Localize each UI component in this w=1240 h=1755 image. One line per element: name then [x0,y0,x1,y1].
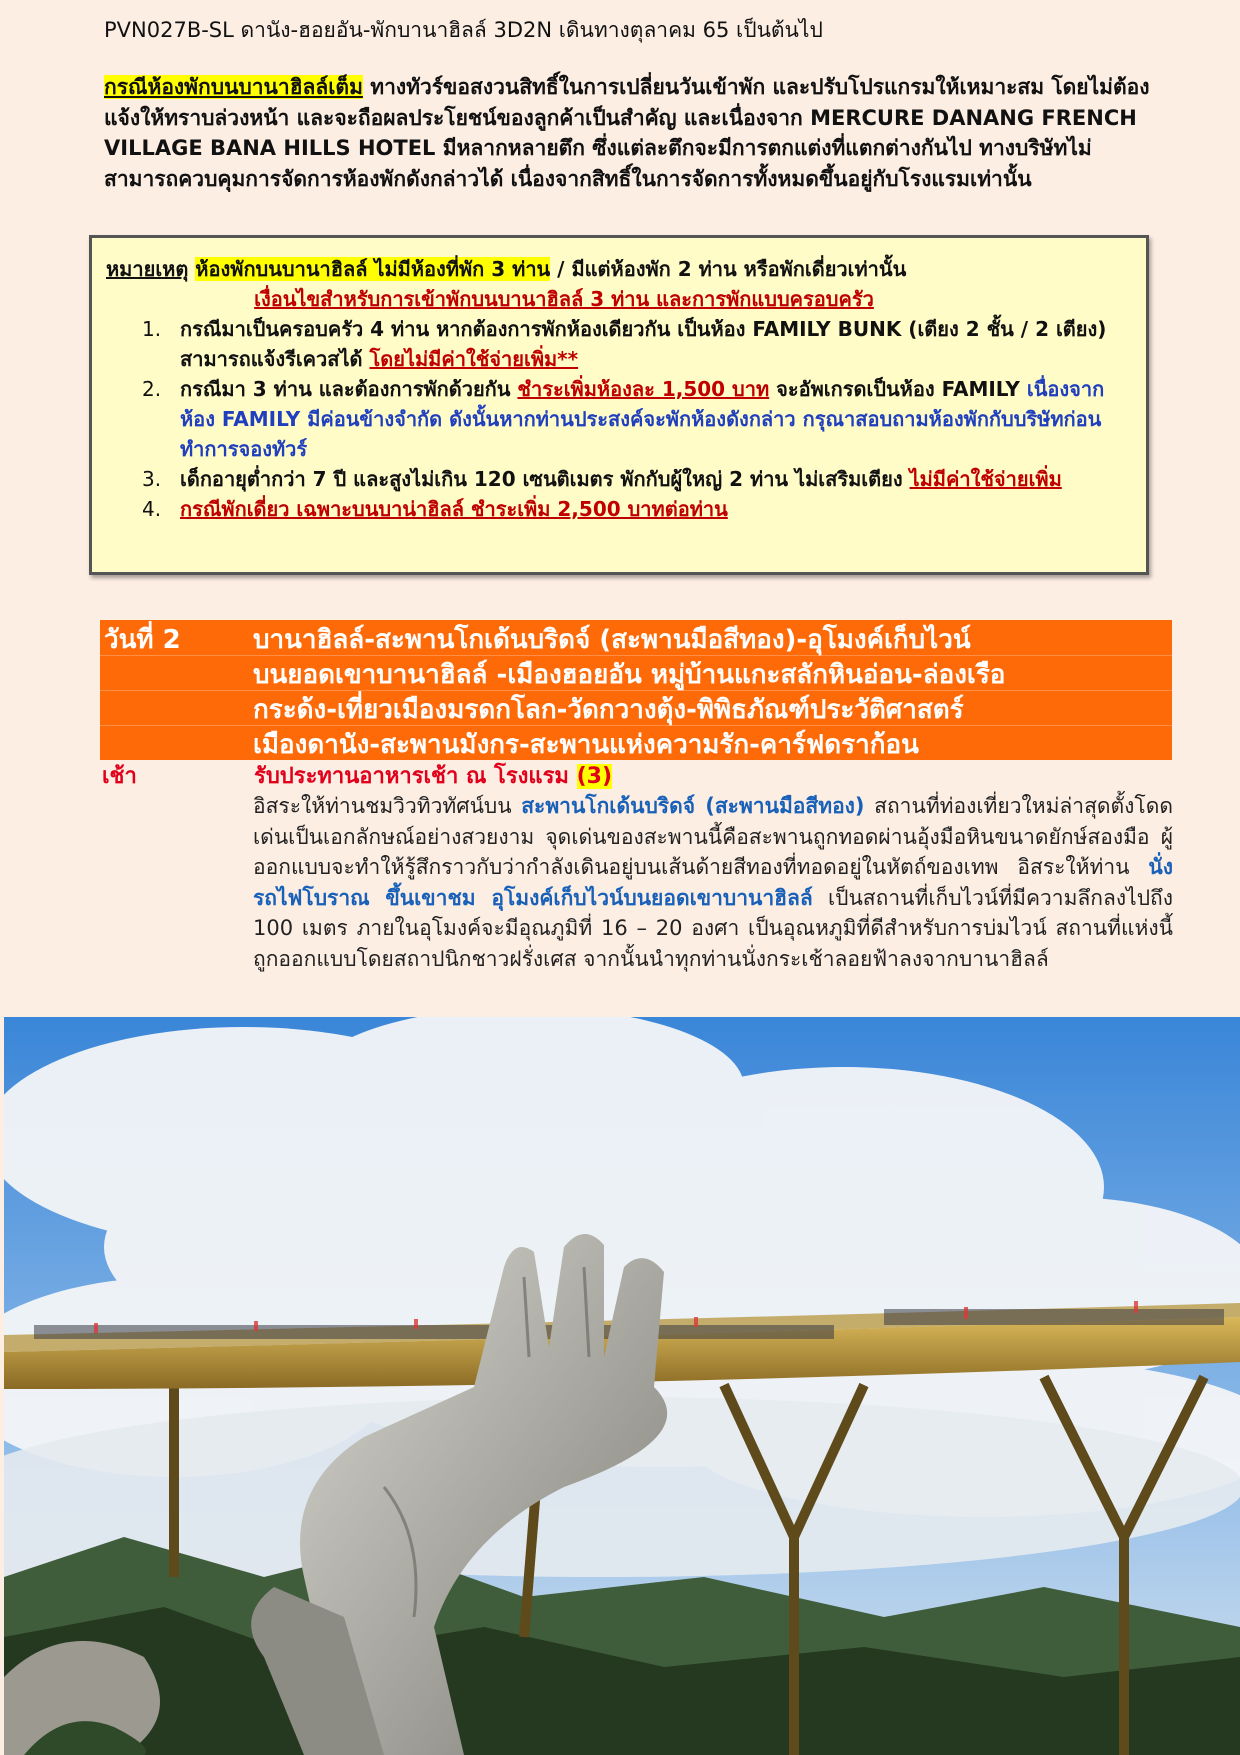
note-item-text: เด็กอายุต่ำกว่า 7 ปี และสูงไม่เกิน 120 เซนติเมตร พักกับผู้ใหญ่ 2 ท่าน ไม่เสริมเตียง [180,467,910,491]
description-text: เป็นสถานที่เก็บไวน์ที่มีความลึกลงไปถึง 100 เมตร ภายในอุโมงค์จะมีอุณภูมิที่ 16 – 20 องศา เป็นอุณหภูมิที่ดีสำหรับการบ่มไวน์ สถานที่แห่งนี้ถูกออกแบบโดยสถาปนิกชาวฝรั่งเศส จากนั้นนำทุกท่านนั่งกระเช้าลอยฟ้าลงจากบานาฮิลล์ [253,885,1173,971]
note-list [106,314,1132,524]
intro-body: ทางทัวร์ขอสงวนสิทธิ์ในการเปลี่ยนวันเข้าพัก และปรับโปรแกรมให้เหมาะสม โดยไม่ต้องแจ้งให้ทราบล่วงหน้า และจะถือผลประโยชน์ของลูกค้าเป็นสำคัญ และเนื่องจาก MERCURE DANANG FRENCH VILLAGE BANA HILLS HOTEL มีหลากหลายตึก ซึ่งแต่ละตึกจะมีการตกแต่งที่แตกต่างกันไป ทางบริษัทไม่สามารถควบคุมการจัดการห้องพักดังกล่าวได้ เนื่องจากสิทธิ์ในการจัดการทั้งหมดขึ้นอยู่กับโรงแรมเท่านั้น [104,75,1150,191]
note-item-number: 2. [142,377,162,401]
intro-highlight: กรณีห้องพักบนบานาฮิลล์เต็ม [104,75,363,99]
note-item-number: 1. [142,317,162,341]
day-description [253,791,1173,975]
day-route-line: บนยอดเขาบานาฮิลล์ -เมืองฮอยอัน หมู่บ้านแกะสลักหินอ่อน-ล่องเรือ [253,660,1006,690]
note-item-number: 3. [142,467,162,491]
note-heading [106,254,1132,284]
note-label: หมายเหตุ [106,257,189,281]
description-text: อิสระให้ท่านชมวิวทิวทัศน์บน [253,794,522,818]
note-item [106,464,1132,494]
meal-code: (3) [576,764,612,789]
description-highlight: สะพานโกเด้นบริดจ์ (สะพานมือสีทอง) [521,794,865,818]
intro-paragraph [104,72,1164,194]
note-item [106,494,1132,524]
meal-description: รับประทานอาหารเช้า ณ โรงแรม [254,764,577,789]
note-rest: / มีแต่ห้องพัก 2 ท่าน หรือพักเดี่ยวเท่านั้น [550,257,907,281]
note-item-emphasis: ชำระเพิ่มห้องละ 1,500 บาท [517,377,770,401]
description-highlight: นั่งรถไฟโบราณ ขึ้นเขาชม อุโมงค์เก็บไวน์บนยอดเขาบานาฮิลล์ [253,855,1173,910]
note-condition: เงื่อนไขสำหรับการเข้าพักบนบานาฮิลล์ 3 ท่าน และการพักแบบครอบครัว [254,287,874,311]
day-label: วันที่ 2 [104,625,181,655]
note-item-text: กรณีมา 3 ท่าน และต้องการพักด้วยกัน [180,377,518,401]
meal-time: เช้า [102,764,137,789]
header-text: PVN027B-SL ดานัง-ฮอยอัน-พักบานาฮิลล์ 3D2N เดินทางตุลาคม 65 เป็นต้นไป [104,18,823,42]
note-item-text: กรณีมาเป็นครอบครัว 4 ท่าน หากต้องการพักห้องเดียวกัน เป็นห้อง FAMILY BUNK (เตียง 2 ชั้น / 2 เตียง) สามารถแจ้งรีเควสได้ [180,317,1107,371]
day-banner [100,620,1172,760]
day-route-line: บานาฮิลล์-สะพานโกเด้นบริดจ์ (สะพานมือสีทอง)-อุโมงค์เก็บไวน์ [253,625,971,655]
note-item-emphasis: ไม่มีค่าใช้จ่ายเพิ่ม [909,467,1062,491]
day-route-line: กระด้ง-เที่ยวเมืองมรดกโลก-วัดกวางตุ้ง-พิพิธภัณฑ์ประวัติศาสตร์ [253,695,964,725]
note-highlight: ห้องพักบนบานาฮิลล์ ไม่มีห้องที่พัก 3 ท่าน [195,257,551,281]
meal-text [254,762,612,792]
note-item-emphasis: กรณีพักเดี่ยว เฉพาะบนบาน่าฮิลล์ ชำระเพิ่ม 2,500 บาทต่อท่าน [180,497,728,521]
note-item-blue: เนื่องจากห้อง FAMILY มีค่อนข้างจำกัด ดังนั้นหากท่านประสงค์จะพักห้องดังกล่าว กรุณาสอบถามห้องพักกับบริษัทก่อนทำการจองทัวร์ [180,377,1105,461]
note-item [106,374,1132,464]
day-route-line: เมืองดานัง-สะพานมังกร-สะพานแห่งความรัก-คาร์ฟดราก้อน [253,730,919,760]
note-box [89,235,1149,575]
document-header [104,14,1204,46]
note-item [106,314,1132,374]
note-item-emphasis: โดยไม่มีค่าใช้จ่ายเพิ่ม** [369,347,579,371]
note-item-text-2: จะอัพเกรดเป็นห้อง FAMILY [769,377,1027,401]
golden-bridge-photo [4,1017,1240,1755]
description-text: สถานที่ท่องเที่ยวใหม่ล่าสุดตั้งโดดเด่นเป็นเอกลักษณ์อย่างสวยงาม จุดเด่นของสะพานนี้คือสะพานถูกทอดผ่านอุ้งมือหินขนาดยักษ์สองมือ ผู้ออกแบบจะทำให้รู้สึกราวกับว่ากำลังเดินอยู่บนเส้นด้ายสีทองที่ทอดอยู่ในหัตถ์ของเทพ อิสระให้ท่าน [253,794,1173,880]
note-item-number: 4. [142,497,162,521]
